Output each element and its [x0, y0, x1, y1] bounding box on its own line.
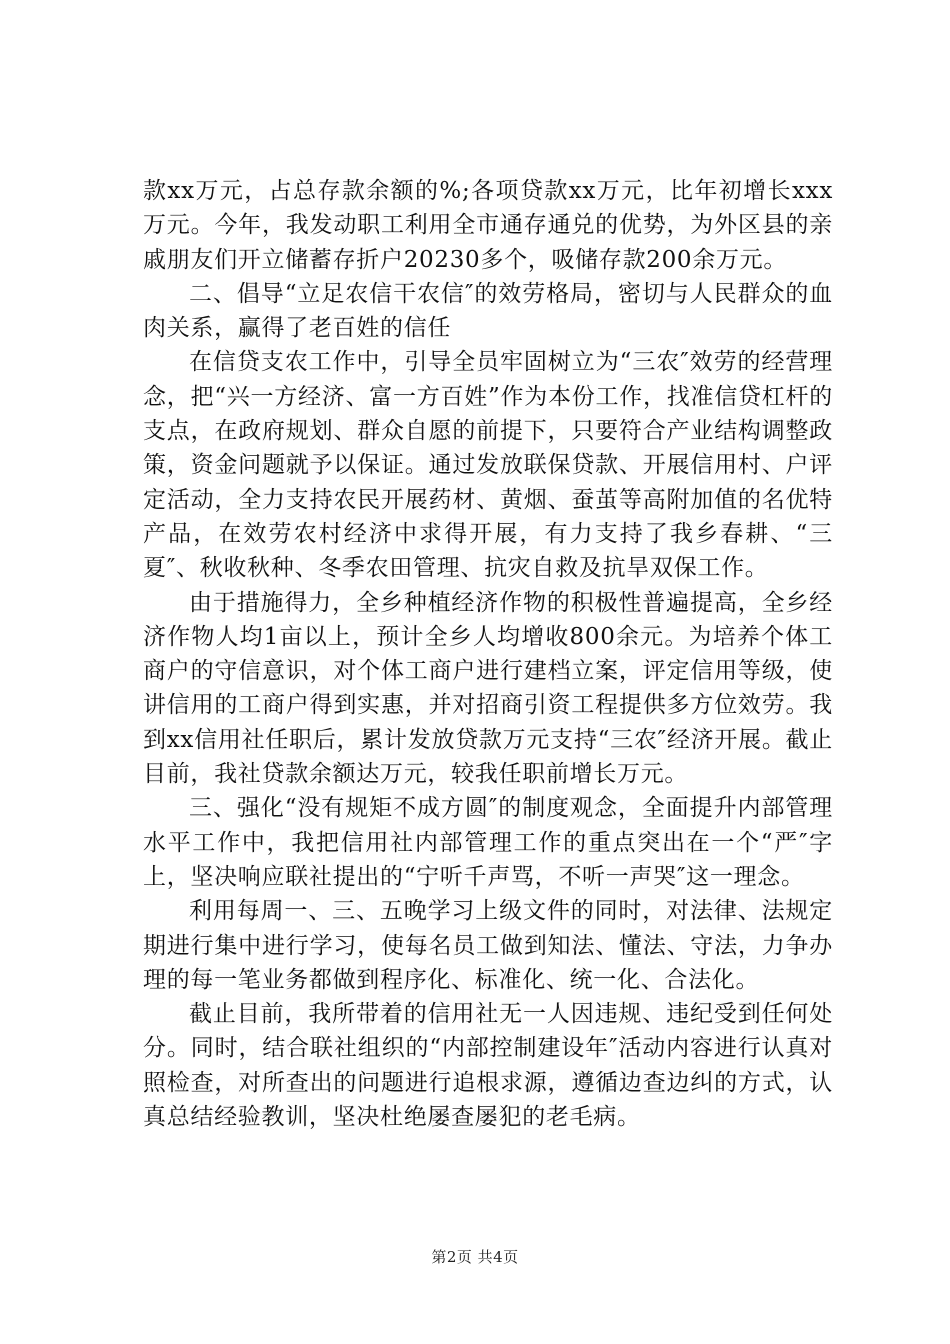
paragraph-6: 利用每周一、三、五晚学习上级文件的同时，对法律、法规定期进行集中进行学习，使每名员工做到知法、懂法、守法，力争办理的每一笔业务都做到程序化、标准化、统一化、合法化。: [143, 898, 833, 993]
paragraph-4: 由于措施得力，全乡种植经济作物的积极性普遍提高，全乡经济作物人均1亩以上，预计全乡人均增收800余元。为培养个体工商户的守信意识，对个体工商户进行建档立案，评定信用等级，使讲信用的工商户得到实惠，并对招商引资工程提供多方位效劳。我到xx信用社任职后，累计发放贷款万元支持“三农″经济开展。截止目前，我社贷款余额达万元，较我任职前增长万元。: [143, 589, 833, 788]
paragraph-3: 在信贷支农工作中，引导全员牢固树立为“三农″效劳的经营理念，把“兴一方经济、富一方百姓”作为本份工作，找准信贷杠杆的支点，在政府规划、群众自愿的前提下，只要符合产业结构调整政策，资金问题就予以保证。通过发放联保贷款、开展信用村、户评定活动，全力支持农民开展药材、黄烟、蚕茧等高附加值的名优特产品，在效劳农村经济中求得开展，有力支持了我乡春耕、“三夏″、秋收秋种、冬季农田管理、抗灾自救及抗旱双保工作。: [143, 349, 833, 582]
paragraph-1: 款xx万元，占总存款余额的%;各项贷款xx万元，比年初增长xxx万元。今年，我发动职工利用全市通存通兑的优势，为外区县的亲戚朋友们开立储蓄存折户20230多个，吸储存款200余万元。: [143, 178, 833, 273]
document-body: [143, 174, 833, 1134]
page-footer: 第2页 共4页: [431, 1248, 519, 1266]
paragraph-5-heading: 三、强化“没有规矩不成方圆″的制度观念，全面提升内部管理水平工作中，我把信用社内部管理工作的重点突出在一个“严″字上，坚决响应联社提出的“宁听千声骂，不听一声哭″这一理念。: [143, 795, 833, 890]
paragraph-7: 截止目前，我所带着的信用社无一人因违规、违纪受到任何处分。同时，结合联社组织的“内部控制建设年″活动内容进行认真对照检查，对所查出的问题进行追根求源，遵循边查边纠的方式，认真总结经验教训，坚决杜绝屡查屡犯的老毛病。: [143, 1001, 833, 1131]
paragraph-2-heading: 二、倡导“立足农信干农信″的效劳格局，密切与人民群众的血肉关系，赢得了老百姓的信任: [143, 280, 833, 342]
